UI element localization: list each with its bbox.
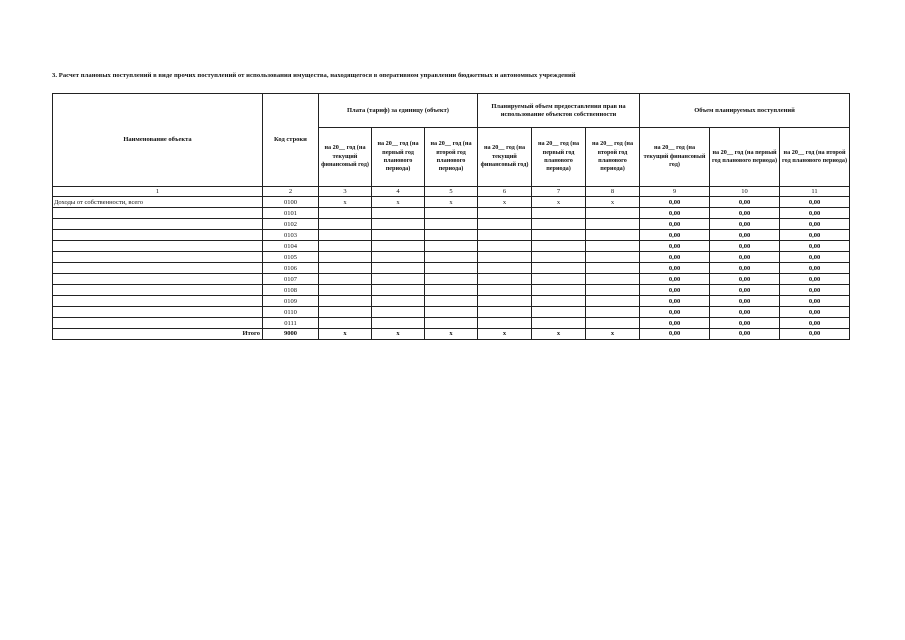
input-cell[interactable] xyxy=(319,208,372,219)
input-cell[interactable] xyxy=(532,219,586,230)
income-value-cell: 0,00 xyxy=(640,263,710,274)
income-value-cell: 0,00 xyxy=(710,230,780,241)
income-value-cell: 0,00 xyxy=(780,318,850,329)
income-value-cell: 0,00 xyxy=(780,241,850,252)
total-value-cell: x xyxy=(586,329,640,340)
row-code-cell: 0102 xyxy=(263,219,319,230)
row-code-cell: 0104 xyxy=(263,241,319,252)
column-number: 11 xyxy=(780,187,850,197)
column-number: 1 xyxy=(53,187,263,197)
input-cell[interactable] xyxy=(532,296,586,307)
income-value-cell: 0,00 xyxy=(640,252,710,263)
input-cell[interactable] xyxy=(586,241,640,252)
income-value-cell: 0,00 xyxy=(710,252,780,263)
input-cell[interactable]: x xyxy=(478,197,532,208)
total-code-cell: 9000 xyxy=(263,329,319,340)
total-value-cell: 0,00 xyxy=(640,329,710,340)
income-value-cell: 0,00 xyxy=(640,197,710,208)
total-value-cell: x xyxy=(372,329,425,340)
row-code-cell: 0111 xyxy=(263,318,319,329)
row-code-cell: 0105 xyxy=(263,252,319,263)
income-value-cell: 0,00 xyxy=(780,230,850,241)
total-value-cell: 0,00 xyxy=(710,329,780,340)
input-cell[interactable] xyxy=(372,307,425,318)
column-number: 6 xyxy=(478,187,532,197)
income-value-cell: 0,00 xyxy=(780,296,850,307)
income-value-cell: 0,00 xyxy=(640,241,710,252)
input-cell[interactable] xyxy=(319,296,372,307)
input-cell[interactable] xyxy=(425,318,478,329)
object-name-cell[interactable]: Доходы от собственности, всего xyxy=(53,197,263,208)
input-cell[interactable]: x xyxy=(372,197,425,208)
header-fee-year-first: на 20__ год (на первый год планового периода) xyxy=(372,128,425,187)
input-cell[interactable] xyxy=(319,219,372,230)
income-value-cell: 0,00 xyxy=(640,285,710,296)
header-name: Наименование объекта xyxy=(53,94,263,187)
column-number: 10 xyxy=(710,187,780,197)
income-value-cell: 0,00 xyxy=(640,307,710,318)
income-value-cell: 0,00 xyxy=(710,285,780,296)
row-code-cell: 0100 xyxy=(263,197,319,208)
object-name-cell[interactable] xyxy=(53,263,263,274)
header-code: Код строки xyxy=(263,94,319,187)
income-value-cell: 0,00 xyxy=(780,208,850,219)
table-row xyxy=(53,263,850,274)
column-number: 2 xyxy=(263,187,319,197)
income-value-cell: 0,00 xyxy=(710,197,780,208)
income-value-cell: 0,00 xyxy=(780,197,850,208)
income-value-cell: 0,00 xyxy=(780,285,850,296)
input-cell[interactable] xyxy=(372,318,425,329)
column-number: 5 xyxy=(425,187,478,197)
object-name-cell[interactable] xyxy=(53,318,263,329)
object-name-cell[interactable] xyxy=(53,230,263,241)
header-income-group: Объем планируемых поступлений xyxy=(640,94,850,128)
total-value-cell: 0,00 xyxy=(780,329,850,340)
income-value-cell: 0,00 xyxy=(710,296,780,307)
column-number: 9 xyxy=(640,187,710,197)
input-cell[interactable] xyxy=(532,263,586,274)
header-fee-year-current: на 20__ год (на текущий финансовый год) xyxy=(319,128,372,187)
income-value-cell: 0,00 xyxy=(640,219,710,230)
total-row xyxy=(53,329,850,340)
input-cell[interactable] xyxy=(372,263,425,274)
column-number: 8 xyxy=(586,187,640,197)
total-value-cell: x xyxy=(532,329,586,340)
income-value-cell: 0,00 xyxy=(780,219,850,230)
object-name-cell[interactable] xyxy=(53,285,263,296)
row-code-cell: 0103 xyxy=(263,230,319,241)
section-title: 3. Расчет плановых поступлений в виде прочих поступлений от использования имущества, находящегося в оперативном управлении бюджетных и автономных учреждений xyxy=(52,72,576,79)
input-cell[interactable] xyxy=(372,296,425,307)
input-cell[interactable] xyxy=(319,285,372,296)
total-value-cell: x xyxy=(425,329,478,340)
input-cell[interactable] xyxy=(532,230,586,241)
input-cell[interactable] xyxy=(478,274,532,285)
input-cell[interactable] xyxy=(319,230,372,241)
input-cell[interactable] xyxy=(532,241,586,252)
object-name-cell[interactable] xyxy=(53,307,263,318)
header-income-year-first: на 20__ год (на первый год планового периода) xyxy=(710,128,780,187)
table-row xyxy=(53,296,850,307)
total-label: Итого xyxy=(53,329,263,340)
header-volume-year-first: на 20__ год (на первый год планового периода) xyxy=(532,128,586,187)
input-cell[interactable] xyxy=(372,274,425,285)
input-cell[interactable] xyxy=(425,230,478,241)
input-cell[interactable]: x xyxy=(586,197,640,208)
income-value-cell: 0,00 xyxy=(640,296,710,307)
income-value-cell: 0,00 xyxy=(710,263,780,274)
input-cell[interactable] xyxy=(478,241,532,252)
input-cell[interactable] xyxy=(532,252,586,263)
total-value-cell: x xyxy=(319,329,372,340)
input-cell[interactable] xyxy=(372,230,425,241)
table-row xyxy=(53,230,850,241)
input-cell[interactable] xyxy=(478,219,532,230)
table-row xyxy=(53,274,850,285)
input-cell[interactable] xyxy=(372,208,425,219)
input-cell[interactable]: x xyxy=(425,197,478,208)
row-code-cell: 0108 xyxy=(263,285,319,296)
input-cell[interactable] xyxy=(372,285,425,296)
input-cell[interactable] xyxy=(478,318,532,329)
income-value-cell: 0,00 xyxy=(780,252,850,263)
planned-receipts-table xyxy=(52,93,850,340)
input-cell[interactable] xyxy=(586,252,640,263)
input-cell[interactable] xyxy=(478,252,532,263)
income-value-cell: 0,00 xyxy=(640,318,710,329)
income-value-cell: 0,00 xyxy=(710,219,780,230)
header-income-year-current: на 20__ год (на текущий финансовый год) xyxy=(640,128,710,187)
table-row xyxy=(53,285,850,296)
input-cell[interactable] xyxy=(478,307,532,318)
column-number: 7 xyxy=(532,187,586,197)
row-code-cell: 0101 xyxy=(263,208,319,219)
input-cell[interactable] xyxy=(586,307,640,318)
input-cell[interactable] xyxy=(319,318,372,329)
income-value-cell: 0,00 xyxy=(780,274,850,285)
input-cell[interactable] xyxy=(425,241,478,252)
input-cell[interactable] xyxy=(425,307,478,318)
input-cell[interactable] xyxy=(372,241,425,252)
column-number-row xyxy=(53,187,850,197)
input-cell[interactable] xyxy=(586,263,640,274)
input-cell[interactable] xyxy=(532,208,586,219)
input-cell[interactable] xyxy=(532,307,586,318)
income-value-cell: 0,00 xyxy=(640,274,710,285)
header-fee-group: Плата (тариф) за единицу (объект) xyxy=(319,94,478,128)
column-number: 3 xyxy=(319,187,372,197)
input-cell[interactable] xyxy=(586,274,640,285)
header-row-groups xyxy=(53,94,850,128)
input-cell[interactable]: x xyxy=(532,197,586,208)
input-cell[interactable]: x xyxy=(319,197,372,208)
income-value-cell: 0,00 xyxy=(710,274,780,285)
input-cell[interactable] xyxy=(425,285,478,296)
input-cell[interactable] xyxy=(372,219,425,230)
row-code-cell: 0110 xyxy=(263,307,319,318)
input-cell[interactable] xyxy=(478,296,532,307)
input-cell[interactable] xyxy=(532,274,586,285)
input-cell[interactable] xyxy=(319,252,372,263)
header-income-year-second: на 20__ год (на второй год планового периода) xyxy=(780,128,850,187)
input-cell[interactable] xyxy=(372,252,425,263)
input-cell[interactable] xyxy=(586,296,640,307)
table-row xyxy=(53,241,850,252)
total-value-cell: x xyxy=(478,329,532,340)
header-fee-year-second: на 20__ год (на второй год планового периода) xyxy=(425,128,478,187)
income-value-cell: 0,00 xyxy=(640,230,710,241)
input-cell[interactable] xyxy=(425,208,478,219)
input-cell[interactable] xyxy=(586,318,640,329)
income-value-cell: 0,00 xyxy=(710,208,780,219)
table-row xyxy=(53,318,850,329)
table-row xyxy=(53,197,850,208)
income-value-cell: 0,00 xyxy=(780,307,850,318)
income-value-cell: 0,00 xyxy=(710,307,780,318)
header-volume-year-current: на 20__ год (на текущий финансовый год) xyxy=(478,128,532,187)
input-cell[interactable] xyxy=(319,307,372,318)
object-name-cell[interactable] xyxy=(53,219,263,230)
object-name-cell[interactable] xyxy=(53,252,263,263)
input-cell[interactable] xyxy=(478,208,532,219)
table-row xyxy=(53,219,850,230)
object-name-cell[interactable] xyxy=(53,296,263,307)
table-row xyxy=(53,307,850,318)
table-row xyxy=(53,252,850,263)
header-volume-group: Планируемый объем предоставления прав на использование объектов собственности xyxy=(478,94,640,128)
input-cell[interactable] xyxy=(532,318,586,329)
input-cell[interactable] xyxy=(425,296,478,307)
input-cell[interactable] xyxy=(478,285,532,296)
input-cell[interactable] xyxy=(319,241,372,252)
input-cell[interactable] xyxy=(319,274,372,285)
input-cell[interactable] xyxy=(586,285,640,296)
input-cell[interactable] xyxy=(425,252,478,263)
income-value-cell: 0,00 xyxy=(710,318,780,329)
input-cell[interactable] xyxy=(478,230,532,241)
input-cell[interactable] xyxy=(532,285,586,296)
row-code-cell: 0107 xyxy=(263,274,319,285)
input-cell[interactable] xyxy=(425,274,478,285)
row-code-cell: 0106 xyxy=(263,263,319,274)
table-row xyxy=(53,208,850,219)
input-cell[interactable] xyxy=(586,208,640,219)
income-value-cell: 0,00 xyxy=(640,208,710,219)
input-cell[interactable] xyxy=(425,263,478,274)
header-volume-year-second: на 20__ год (на второй год планового периода) xyxy=(586,128,640,187)
object-name-cell[interactable] xyxy=(53,208,263,219)
input-cell[interactable] xyxy=(478,263,532,274)
input-cell[interactable] xyxy=(586,230,640,241)
input-cell[interactable] xyxy=(425,219,478,230)
income-value-cell: 0,00 xyxy=(710,241,780,252)
income-value-cell: 0,00 xyxy=(780,263,850,274)
input-cell[interactable] xyxy=(319,263,372,274)
column-number: 4 xyxy=(372,187,425,197)
object-name-cell[interactable] xyxy=(53,241,263,252)
object-name-cell[interactable] xyxy=(53,274,263,285)
input-cell[interactable] xyxy=(586,219,640,230)
row-code-cell: 0109 xyxy=(263,296,319,307)
